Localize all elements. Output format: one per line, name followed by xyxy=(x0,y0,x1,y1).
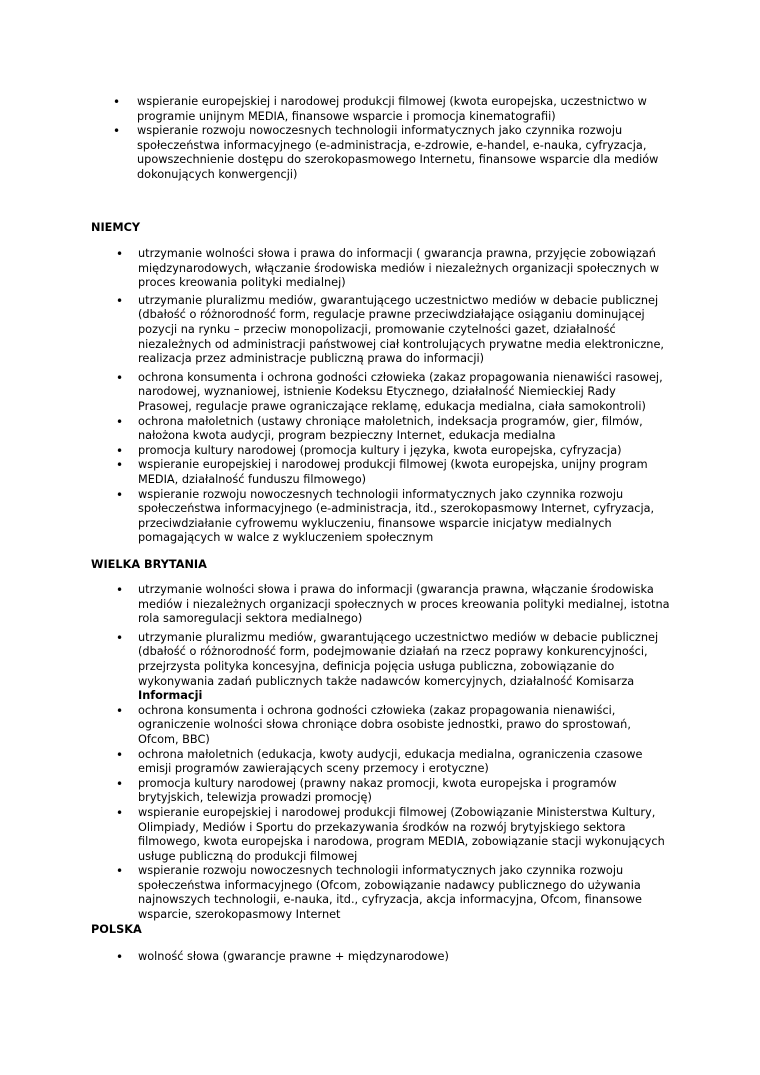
list-item xyxy=(116,487,670,546)
list-item-text: wspieranie europejskiej i narodowej produkcji filmowej (kwota europejska, unijny program MEDIA, działalność funduszu filmowego) xyxy=(138,458,648,486)
bullet-icon: • xyxy=(116,864,124,879)
list-item xyxy=(116,776,670,806)
list-item xyxy=(116,864,670,922)
list-item xyxy=(116,247,670,291)
list-item-strong-text: Informacji xyxy=(138,689,203,703)
bullet-icon: • xyxy=(116,414,124,429)
list-item xyxy=(116,414,670,444)
list-item xyxy=(116,747,670,777)
list-item-text: promocja kultury narodowej (promocja kultury i języka, kwota europejska, cyfryzacja) xyxy=(138,443,622,457)
polska-list xyxy=(0,950,532,965)
bullet-icon: • xyxy=(113,124,121,139)
list-item xyxy=(116,950,670,965)
bullet-icon: • xyxy=(116,247,124,261)
list-item xyxy=(116,805,670,864)
list-item-text: ochrona konsumenta i ochrona godności człowieka (zakaz propagowania nienawiści, ograniczenie wolności słowa chroniące dobra osobiste jednostki, prawo do sprostowań, Ofcom, BBC) xyxy=(138,703,631,746)
section-heading-niemcy: NIEMCY xyxy=(91,221,141,234)
list-item-text: ochrona konsumenta i ochrona godności człowieka (zakaz propagowania nienawiści rasowej, narodowej, wyznaniowej, istnienie Kodeksu Etycznego, działalność Niemieckiej Rady Prasowej, regulacje prawe ograniczające reklamę, edukacja medialna, ciała samokontroli) xyxy=(138,370,663,413)
section-heading-polska: POLSKA xyxy=(91,923,142,936)
list-item xyxy=(116,370,670,415)
section-heading-wielka-brytania: WIELKA BRYTANIA xyxy=(91,558,207,571)
bullet-icon: • xyxy=(116,443,124,458)
bullet-icon: • xyxy=(116,458,124,473)
list-item-text: utrzymanie pluralizmu mediów, gwarantującego uczestnictwo mediów w debacie publicznej (dbałość o różnorodność form, podejmowanie działań na rzecz poprawy konkurencyjności, przejrzysta polityka koncesyjna, definicja pojęcia usługa publiczna, zobowiązanie do wykonywania zadań publicznych także nadawców komercyjnych, działalność Komisarza xyxy=(138,630,659,688)
list-item xyxy=(116,293,670,367)
bullet-icon: • xyxy=(113,95,121,109)
list-item xyxy=(116,458,670,487)
bullet-icon: • xyxy=(116,747,124,762)
list-item-text: utrzymanie wolności słowa i prawa do informacji ( gwarancja prawna, przyjęcie zobowiązań międzynarodowych, włączanie środowiska mediów i niezależnych organizacji społecznych w proces kreowania polityki medialnej) xyxy=(138,247,660,290)
list-item-text: wolność słowa (gwarancje prawne + międzynarodowe) xyxy=(138,950,449,963)
bullet-icon: • xyxy=(116,805,124,820)
list-item-text: utrzymanie wolności słowa i prawa do informacji (gwarancja prawna, włączanie środowiska mediów i niezależnych organizacji społecznych w proces kreowania polityki medialnej, istotna rola samoregulacji sektora medialnego) xyxy=(138,583,670,626)
intro-list xyxy=(0,95,659,183)
list-item xyxy=(116,703,670,748)
list-item-text: promocja kultury narodowej (prawny nakaz promocji, kwota europejska i programów brytyjskich, telewizja prowadzi promocję) xyxy=(138,776,617,805)
bullet-icon: • xyxy=(116,487,124,502)
list-item-text: ochrona małoletnich (edukacja, kwoty audycji, edukacja medialna, ograniczenia czasowe emisji programów zawierających sceny przemocy i erotyczne) xyxy=(138,747,643,776)
list-item xyxy=(116,630,670,704)
bullet-icon: • xyxy=(116,583,124,597)
wielka-brytania-list xyxy=(0,583,670,923)
list-item-text: wspieranie rozwoju nowoczesnych technologii informatycznych jako czynnika rozwoju społeczeństwa informacyjnego (e-administracja, itd., szerokopasmowy Internet, cyfryzacja, przeciwdziałanie cyfrowemu wykluczeniu, finansowe wsparcie inicjatyw medialnych pomagających w walce z wykluczeniem społecznym xyxy=(138,487,655,545)
bullet-icon: • xyxy=(116,703,124,718)
list-item-text: wspieranie europejskiej i narodowej produkcji filmowej (kwota europejska, uczestnictwo w programie unijnym MEDIA, finansowe wsparcie i promocja kinematografii) xyxy=(137,95,647,123)
list-item-text: utrzymanie pluralizmu mediów, gwarantującego uczestnictwo mediów w debacie publicznej (dbałość o różnorodność form, regulacje prawne przeciwdziałające osiąganiu dominującej pozycji na rynku – przeciw monopolizacji, promowanie czytelności gazet, działalność niezależnych od administracji państwowej ciał kontrolujących prywatne media elektroniczne, realizacja przez administracje publiczną prawa do informacji) xyxy=(138,293,665,366)
list-item-text: wspieranie rozwoju nowoczesnych technologii informatycznych jako czynnika rozwoju społeczeństwa informacyjnego (e-administracja, e-zdrowie, e-handel, e-nauka, cyfryzacja, upowszechnienie dostępu do szerokopasmowego Internetu, finansowe wsparcie dla mediów dokonujących konwergencji) xyxy=(137,124,659,181)
list-item xyxy=(116,443,670,459)
list-item xyxy=(116,583,670,627)
list-item-text: wspieranie rozwoju nowoczesnych technologii informatycznych jako czynnika rozwoju społeczeństwa informacyjnego (Ofcom, zobowiązanie nadawcy publicznego do używania najnowszych technologii, e-nauka, itd., cyfryzacja, akcja informacyjna, Ofcom, finansowe wsparcie, szerokopasmowy Internet xyxy=(138,864,642,922)
list-item xyxy=(113,124,669,182)
niemcy-list xyxy=(0,247,665,546)
list-item-text: ochrona małoletnich (ustawy chroniące małoletnich, indeksacja programów, gier, filmów, nałożona kwota audycji, program bezpieczny Internet, edukacja medialna xyxy=(138,414,643,443)
bullet-icon: • xyxy=(116,293,124,308)
bullet-icon: • xyxy=(116,776,124,791)
bullet-icon: • xyxy=(116,370,124,385)
bullet-icon: • xyxy=(116,950,124,964)
list-item-text: wspieranie europejskiej i narodowej produkcji filmowej (Zobowiązanie Ministerstwa Kultury, Olimpiady, Mediów i Sportu do przekazywania środków na rozwój brytyjskiego sektora filmowego, kwota europejska i narodowa, program MEDIA, zobowiązanie stacji wykonujących usługe publiczną do produkcji filmowej xyxy=(138,805,665,863)
bullet-icon: • xyxy=(116,630,124,645)
list-item xyxy=(113,95,669,124)
